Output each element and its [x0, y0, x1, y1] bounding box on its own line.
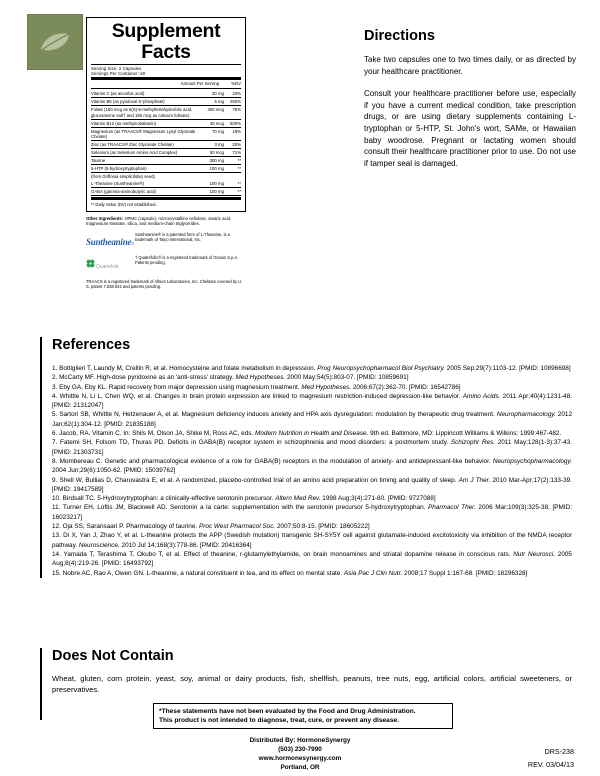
quatrefolic-wordmark: Quatrefolic	[96, 263, 120, 270]
nutrient-dv: **	[224, 188, 241, 196]
distributed-by: Distributed By: HormoneSynergy	[249, 737, 351, 744]
quatrefolic-logo	[86, 255, 132, 273]
city-state: Portland, OR	[280, 764, 320, 772]
nutrition-row	[91, 119, 241, 127]
does-not-contain-text: Wheat, gluten, corn protein, yeast, soy, animal or dairy products, fish, shellfish, peanuts, tree nuts, egg, artificial colors, artificial sweeteners, or preservatives.	[52, 674, 572, 694]
nutrition-row	[91, 180, 241, 188]
nutrient-name: Zinc (as TRAACS® Zinc Glycinate Chelate)	[91, 141, 198, 149]
nutrient-dv	[224, 173, 241, 181]
nutrition-row	[91, 98, 241, 106]
nutrient-name: Taurine	[91, 157, 198, 165]
nutrient-name: L-Theanine (Suntheanine®)	[91, 180, 198, 188]
nutrient-dv: 250%	[224, 98, 241, 106]
nutrient-amount: 100 mg	[198, 180, 224, 188]
fda-disclaimer-box	[153, 703, 453, 729]
nutrition-row	[91, 157, 241, 165]
nutrient-dv: **	[224, 180, 241, 188]
other-ingredients-text: HPMC (capsule), microcrystalline cellulose, stearic acid, magnesium stearate, silica, and medium-chain triglycerides.	[86, 215, 232, 227]
supplement-facts-title: Supplement Facts	[111, 20, 221, 63]
brand-logo	[27, 14, 83, 70]
distributor-block	[160, 736, 440, 772]
nutrient-dv: 33%	[224, 90, 241, 98]
reference-item: 8. Mombereau C. Genetic and pharmacological evidence of a role for GABA(B) receptors in the modulation of anxiety- and antidepressant-like behavior. Neuropsychopharmacology. 2004 Jun;29(6):1050-62. [PMID: 15039762]	[52, 457, 572, 475]
reference-item: 5. Sartori SB, Whittle N, Hetzenauer A, et al. Magnesium deficiency induces anxiety and HPA axis dysregulation: modulation by therapeutic drug treatment. Neuropharmacology. 2012 Jan;62(1):304-12. [PMID: 21835188]	[52, 411, 572, 428]
reference-item: 13. Di X, Yan J, Zhao Y, et al. L-theanine protects the APP (Swedish mutation) transgenic SH-SY5Y cell against glutamate-induced excitotoxicity via inhibition of the NMDA receptor pathway. Neuroscience. 2010 Jul 14;168(3):778-86. [PMID: 20416364]	[52, 532, 572, 549]
directions-section	[364, 28, 576, 169]
nutrient-name: 5-HTP (5-hydroxytryptophan)	[91, 165, 198, 173]
directions-warning-paragraph: Consult your healthcare practitioner before use, especially if you have a current medical condition, take prescription drugs, or are using dietary supplements containing L-tryptophan or 5-HTP, St. John's wort, SAMe, or Hawaiian baby woodrose. Pregnant or lactating women should consult their healthcare practitioner prior to use. Do not use if tamper seal is damaged.	[364, 89, 576, 168]
nutrient-name: (from Griffonia simplicifolia) seed)	[91, 174, 155, 180]
nutrient-name: GABA (gamma-aminobutyric acid)	[91, 188, 198, 196]
nutrition-row	[91, 165, 241, 173]
nutrient-dv: **	[224, 165, 241, 173]
other-ingredients-label: Other Ingredients:	[86, 215, 124, 221]
nutrient-dv: 75%	[224, 106, 241, 119]
nutrient-name: Magnesium (as TRAACS® Magnesium Lysyl Glycinate Chelate)	[91, 127, 198, 140]
reference-item: 15. Nobre AC, Rao A, Owen GN. L-theanine, a natural constituent in tea, and its effect on mental state. Asia Pac J Clin Nutr. 2008;17 Suppl 1:167-68. [PMID: 18296328]	[52, 569, 528, 577]
nutrient-amount: 5 mg	[198, 98, 224, 106]
leaf-logo-icon	[39, 31, 71, 53]
nutrition-row	[91, 149, 241, 157]
clover-icon	[86, 259, 95, 268]
nutrient-name: Vitamin B12 (as methylcobalamin)	[91, 119, 198, 127]
directions-heading: Directions	[364, 28, 435, 44]
disclaimer-line-2: This product is not intended to diagnose, treat, cure, or prevent any disease.	[159, 717, 399, 725]
table-column-headers	[91, 81, 241, 87]
reference-item: 6. Jacob, RA. Vitamin C. In: Shils M, Olson JA, Shike M, Ross AC, eds. Modern Nutrition in Health and Disease. 9th ed. Baltimore, MD: Lippincott Williams & Wilkins; 1999:467-482.	[52, 430, 562, 438]
product-code: DRS-238	[544, 747, 574, 756]
nutrition-table	[91, 90, 241, 196]
suntheanine-logo: Suntheanine®	[86, 236, 135, 247]
nutrition-row	[91, 188, 241, 196]
reference-item: 2. McCarty MF. High-dose pyridoxine as an 'anti-stress' strategy. Med Hypotheses. 2000 May;54(5):803-07. [PMID: 10859691]	[52, 374, 409, 382]
nutrient-name: Folate (150 mcg as 6(S)-5-methyltetrahydrofolic acid, glucosamine salt† and 150 mcg as calcium folinate)	[91, 106, 198, 119]
quatrefolic-brand-row	[86, 255, 246, 273]
suntheanine-brand-row	[86, 232, 246, 250]
nutrition-row	[91, 173, 241, 181]
nutrition-row	[91, 127, 241, 140]
references-heading: References	[52, 337, 131, 353]
references-section	[40, 337, 572, 578]
supplement-facts-panel	[86, 17, 246, 290]
serving-size: Serving Size: 2 Capsules	[91, 66, 142, 71]
does-not-contain-heading: Does Not Contain	[52, 648, 174, 664]
nutrient-amount: 20 mg	[198, 90, 224, 98]
daily-value-footnote: ** Daily Value (DV) not established.	[91, 202, 157, 208]
reference-item: 1. Bottiglieri T, Laundy M, Crellin R, et al. Homocysteine and folate metabolism in depression. Prog Neuropsychopharmacol Biol Psychiatry. 2005 Sep;29(7):1103-12. [PMID: 10896698]	[52, 365, 571, 372]
reference-item: 11. Turner EH, Loftis JM, Blackwell AD. Serotonin a la carte: supplementation with the serotonin precursor 5-hydroxytryptophan. Pharmacol Ther. 2006 Mar;109(3):325-38. [PMID: 16023217]	[52, 504, 572, 521]
nutrient-amount: 3 mg	[198, 141, 224, 149]
column-header-amount: Amount Per Serving	[180, 81, 220, 87]
traacs-note: TRAACS is a registered trademark of Albion Laboratories, Inc. Chelates covered by U. S. patent 7,838,042 and patents pending.	[86, 278, 243, 290]
reference-item: 12. Oja SS, Saransaari P. Pharmacology of taurine. Proc West Pharmacol Soc. 2007;50:8-15. [PMID: 18605222]	[52, 523, 370, 531]
divider	[91, 197, 241, 200]
nutrient-dv: 500%	[224, 119, 241, 127]
nutrient-amount: 100 mg	[198, 165, 224, 173]
nutrient-name: Vitamin B6 (as pyridoxal 5'-phosphate)	[91, 98, 198, 106]
nutrient-name: Vitamin C (as ascorbic acid)	[91, 90, 198, 98]
divider	[91, 64, 241, 65]
revision-date: REV. 03/04/13	[527, 760, 574, 769]
nutrient-amount: 30 mcg	[198, 119, 224, 127]
nutrient-amount: 300 mcg	[198, 106, 224, 119]
nutrient-dv: 20%	[224, 141, 241, 149]
suntheanine-note: Suntheanine® is a patented form of L-Theanine, is a trademark of Taiyo International, Inc.	[135, 231, 230, 243]
column-header-dv: %DV	[231, 81, 241, 87]
reference-item: 4. Whittle N, Li L, Chen WQ, et al. Changes in brain protein expression are linked to magnesium restriction-induced depression-like behavior. Amino Acids. 2011 Apr;40(4):1231-48. [PMID: 21312047]	[52, 392, 572, 410]
divider	[91, 77, 241, 80]
reference-item: 14. Yamada T, Terashima T, Okubo T, et al. Effect of theanine, r-glutamylethylamide, on brain monoamines and striatal dopamine release in conscious rats. Nutr Neurosci. 2005 Aug;8(4):219-26. [PMID: 16493792]	[52, 550, 572, 568]
references-list	[52, 364, 572, 578]
reference-item: 9. Shell W, Bullias D, Charuvastra E, et al. A randomized, placebo-controlled trial of an amino acid preparation on timing and quality of sleep. Am J Ther. 2010 Mar-Apr;17(2):133-39. [PMID: 19417589]	[52, 476, 572, 493]
suntheanine-wordmark: Suntheanine	[86, 236, 132, 247]
supplement-facts-box	[86, 17, 246, 212]
nutrient-amount: 300 mg	[198, 157, 224, 165]
nutrient-name: Selenium (as Selenium Amino Acid Complex)	[91, 149, 198, 157]
other-ingredients	[86, 216, 246, 227]
divider	[91, 88, 241, 89]
nutrient-amount: 50 mcg	[198, 149, 224, 157]
nutrition-row	[91, 90, 241, 98]
nutrient-dv: **	[224, 157, 241, 165]
reference-item: 10. Birdsall TC. 5-Hydroxytryptophan: a clinically-effective serotonin precursor. Altern Med Rev. 1998 Aug;3(4):271-80. [PMID: 9727088]	[52, 495, 436, 503]
disclaimer-line-1: *These statements have not been evaluated by the Food and Drug Administration.	[159, 708, 416, 715]
reference-item: 7. Fatemi SH, Folsom TD, Thuras PD. Deficits in GABA(B) receptor system in schizophrenia and mood disorders: a postmortem study. Schizophr Res. 2011 May;128(1-3):37-43. [PMID: 21303731]	[52, 439, 572, 456]
nutrient-amount	[198, 173, 224, 181]
document-code-block	[454, 745, 574, 771]
directions-paragraph: Take two capsules one to two times daily, or as directed by your healthcare practitioner.	[364, 55, 576, 76]
servings-per-container: Servings Per Container: 60	[91, 71, 146, 77]
nutrient-amount: 70 mg	[198, 127, 224, 140]
reference-item: 3. Eby GA, Eby KL. Rapid recovery from major depression using magnesium treatment. Med Hypotheses. 2006;67(2):362-70. [PMID: 16542786]	[52, 383, 461, 391]
nutrient-dv: 71%	[224, 149, 241, 157]
nutrient-amount: 100 mg	[198, 188, 224, 196]
nutrition-row	[91, 106, 241, 119]
quatrefolic-note: † Quatrefolic® is a registered trademark of Gnosis S.p.A. Patents pending.	[135, 254, 239, 266]
nutrition-row	[91, 141, 241, 149]
nutrient-dv: 18%	[224, 127, 241, 140]
website-url[interactable]: www.hormonesynergy.com	[258, 755, 342, 763]
phone-number: (503) 230-7990	[278, 746, 322, 754]
